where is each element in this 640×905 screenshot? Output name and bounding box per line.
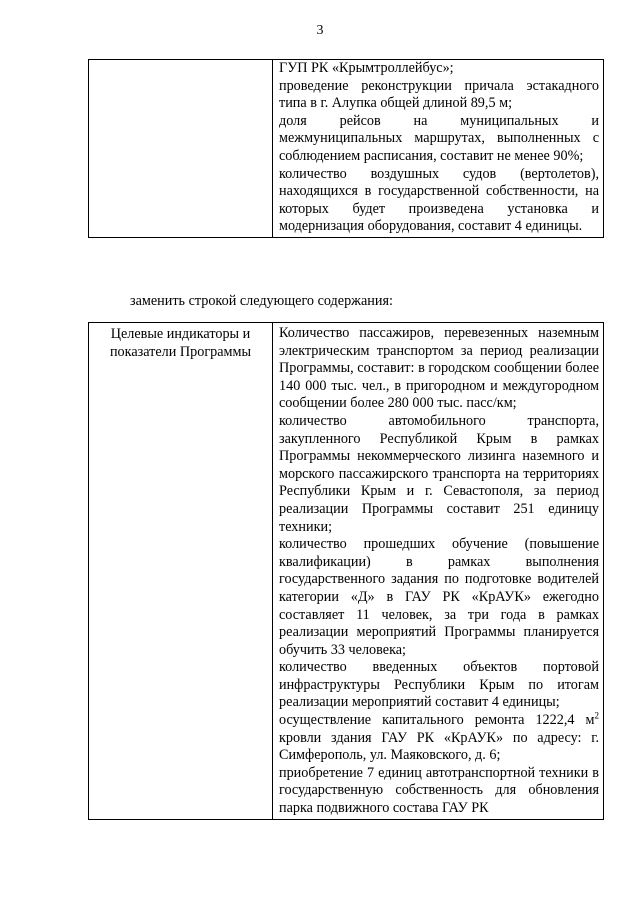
new-row-table xyxy=(88,322,604,820)
paragraph: ГУП РК «Крымтроллейбус»; xyxy=(279,60,454,76)
superscript: 2 xyxy=(594,710,599,721)
paragraph: Количество пассажиров, перевезенных наземным электрическим транспортом за период реализации Программы, составит: в городском сообщении более 140 000 тыс. чел., в пригородном и междугородном сообщении более 280 000 тыс. пасс/км; xyxy=(279,325,599,412)
page-number: 3 xyxy=(316,23,324,38)
indicators-label-cell xyxy=(89,323,273,820)
right-cell-text xyxy=(273,60,603,237)
text-span: осуществление капитального ремонта 1222,4 м xyxy=(279,712,595,729)
replace-instruction: заменить строкой следующего содержания: xyxy=(130,293,393,309)
paragraph: количество введенных объектов портовой инфраструктуры Республики Крым по итогам реализации мероприятий составит 4 единицы; xyxy=(279,659,599,711)
paragraph: приобретение 7 единиц автотранспортной техники в государственную собственность для обновления парка подвижного состава ГАУ РК xyxy=(279,764,599,817)
paragraph: количество автомобильного транспорта, закупленного Республикой Крым в рамках Программы некоммерческого лизинга наземного и морского пассажирского транспорта на территориях Республики Крым и г. Севастополя, за период реализации Программы составит 251 единицу техники; xyxy=(279,412,599,535)
empty-left-cell xyxy=(89,60,273,238)
paragraph: количество воздушных судов (вертолетов), находящихся в государственной собственности, на которых будет произведена установка и модернизация оборудования, составит 4 единицы. xyxy=(279,165,599,235)
paragraph xyxy=(279,712,599,765)
right-cell xyxy=(273,60,604,238)
indicators-content xyxy=(273,323,603,819)
previous-row-table xyxy=(88,59,604,238)
indicators-content-cell xyxy=(273,323,604,820)
paragraph: доля рейсов на муниципальных и межмуниципальных маршрутах, выполненных с соблюдением расписания, составит не менее 90%; xyxy=(279,112,599,164)
indicators-label: Целевые индикаторы и показатели Программы xyxy=(109,326,252,360)
paragraph: проведение реконструкции причала эстакадного типа в г. Алупка общей длиной 89,5 м; xyxy=(279,77,599,112)
text-span: кровли здания ГАУ РК «КрАУК» по адресу: г. Симферополь, ул. Маяковского, д. 6; xyxy=(279,729,599,764)
paragraph: количество прошедших обучение (повышение квалификации) в рамках выполнения государственного задания по подготовке водителей категории «Д» в ГАУ РК «КрАУК» ежегодно составляет 11 человек, за три года в рамках реализации мероприятий Программы планируется обучить 33 человека; xyxy=(279,536,599,658)
left-cell-text xyxy=(89,60,272,63)
